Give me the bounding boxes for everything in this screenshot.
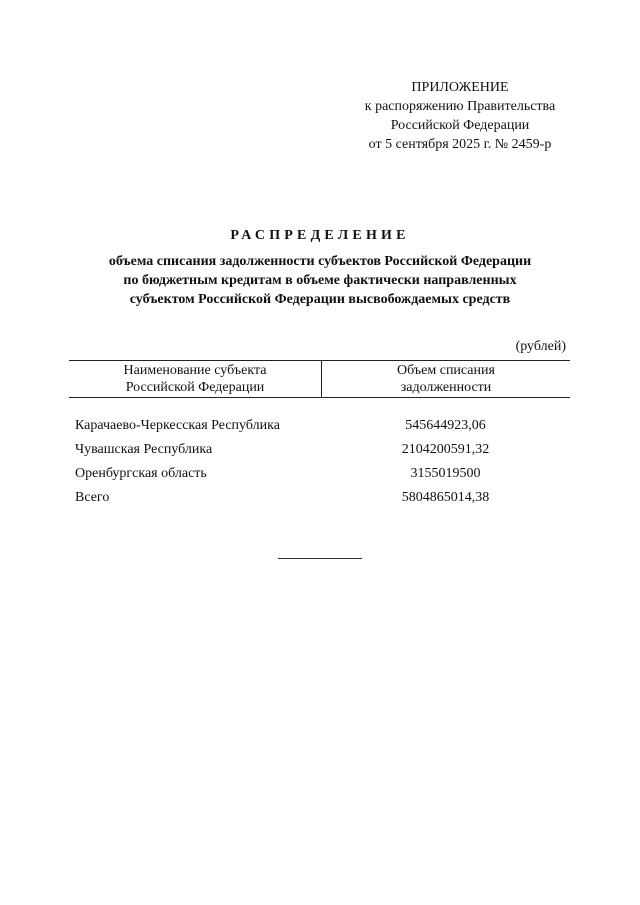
subtitle-line: по бюджетным кредитам в объеме фактически направленных	[123, 273, 517, 288]
row-amount: 5804865014,38	[401, 490, 490, 505]
table-row-total	[69, 488, 570, 512]
row-amount: 545644923,06	[405, 418, 486, 433]
annex-date-number: от 5 сентября 2025 г. № 2459-р	[368, 137, 552, 152]
subtitle-line: объема списания задолженности субъектов Российской Федерации	[108, 254, 532, 269]
row-subject-name: Всего	[75, 490, 110, 505]
annex-heading: ПРИЛОЖЕНИЕ	[411, 80, 509, 95]
table-row	[69, 440, 570, 464]
annex-authority: Российской Федерации	[390, 118, 530, 133]
row-amount: 2104200591,32	[401, 442, 490, 457]
header-text: задолженности	[400, 380, 492, 395]
row-subject-name: Оренбургская область	[75, 466, 207, 481]
table-header	[69, 360, 570, 398]
row-subject-name: Чувашская Республика	[75, 442, 213, 457]
header-text: Российской Федерации	[125, 380, 265, 395]
annex-reference: к распоряжению Правительства	[364, 99, 556, 114]
table-row	[69, 416, 570, 440]
document-subtitle	[40, 252, 600, 309]
header-writeoff-amount	[322, 361, 570, 397]
annex-block	[330, 78, 590, 154]
document-title: РАСПРЕДЕЛЕНИЕ	[230, 228, 410, 243]
table-row	[69, 464, 570, 488]
row-amount: 3155019500	[410, 466, 481, 481]
units-label: (рублей)	[515, 339, 566, 354]
table-body	[69, 416, 570, 512]
header-text: Наименование субъекта	[123, 363, 267, 378]
subtitle-line: субъектом Российской Федерации высвобождаемых средств	[129, 292, 511, 307]
row-subject-name: Карачаево-Черкесская Республика	[75, 418, 280, 433]
distribution-table	[69, 360, 570, 512]
end-divider	[278, 558, 362, 559]
header-subject-name	[69, 361, 322, 397]
header-text: Объем списания	[397, 363, 495, 378]
